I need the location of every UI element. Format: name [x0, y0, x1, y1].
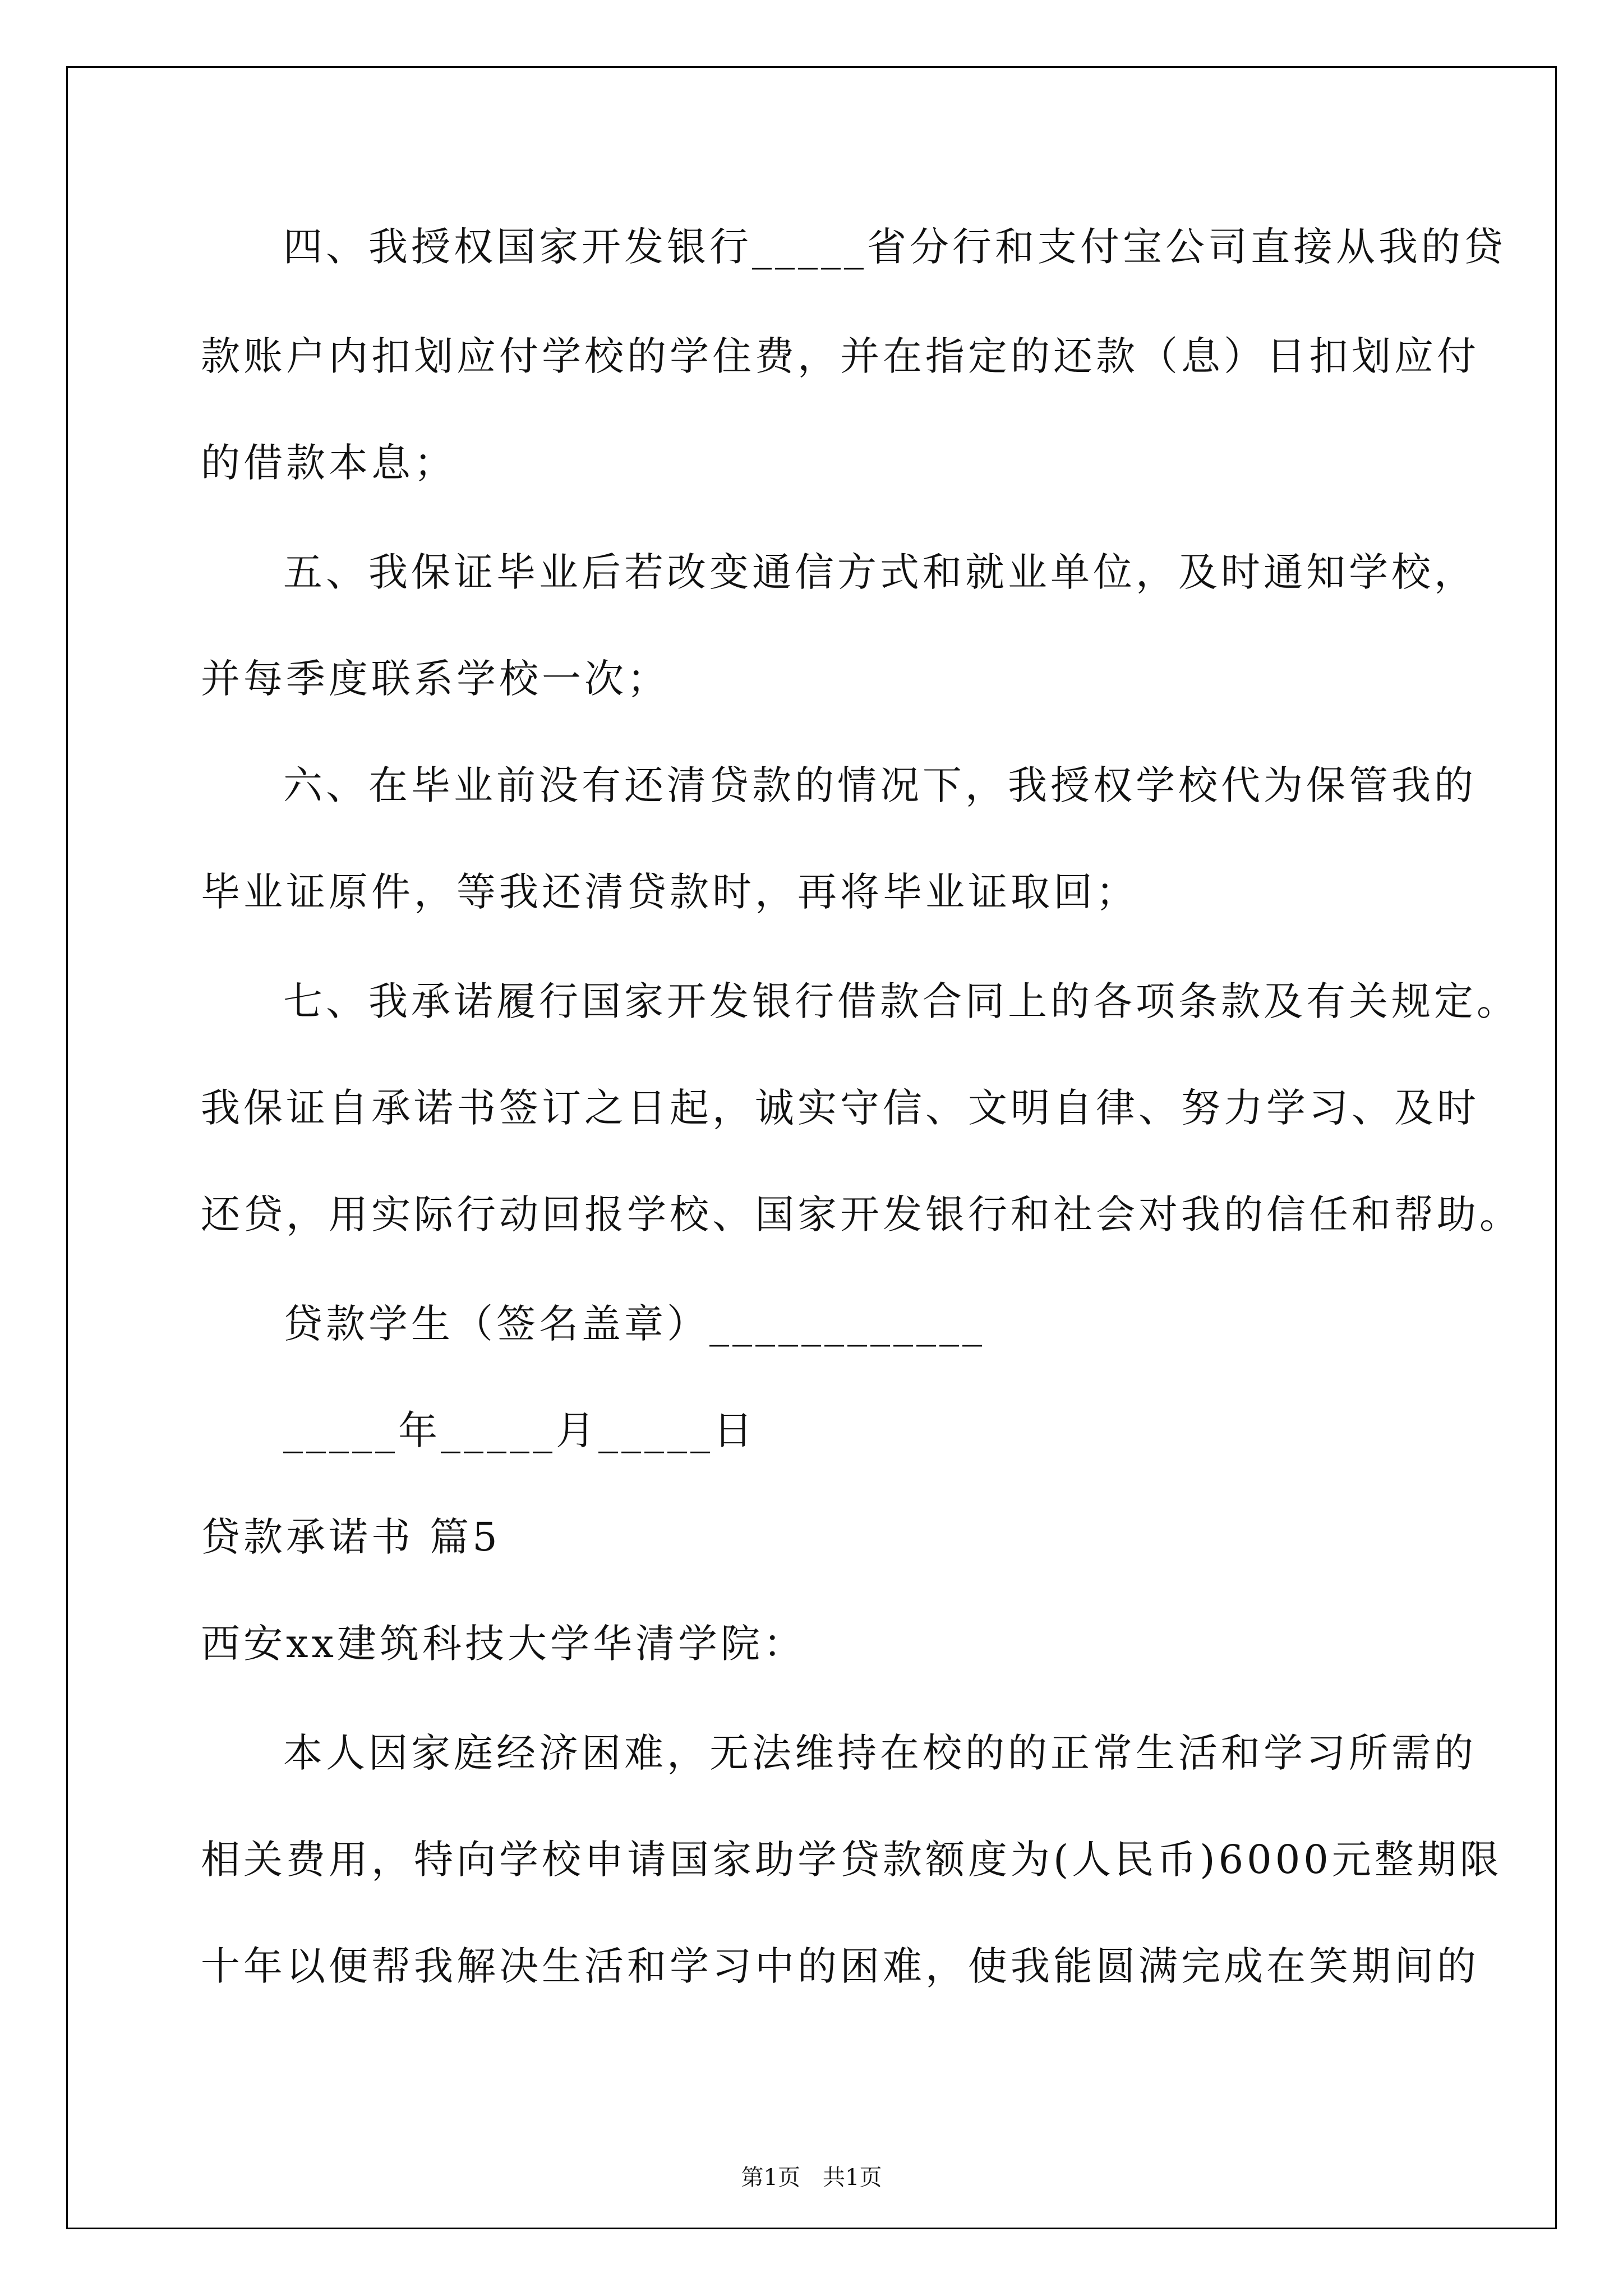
- paragraph-line: 十年以便帮我解决生活和学习中的困难，使我能圆满完成在笑期间的: [201, 1943, 1479, 1989]
- page-border: [66, 66, 1557, 2229]
- paragraph-line: 本人因家庭经济困难，无法维持在校的的正常生活和学习所需的: [283, 1730, 1477, 1776]
- paragraph-line: 我保证自承诺书签订之日起，诚实守信、文明自律、努力学习、及时: [201, 1085, 1479, 1131]
- paragraph-line: 毕业证原件，等我还清贷款时，再将毕业证取回；: [201, 869, 1138, 915]
- paragraph-line: 还贷，用实际行动回报学校、国家开发银行和社会对我的信任和帮助。: [201, 1191, 1522, 1237]
- paragraph-line: 七、我承诺履行国家开发银行借款合同上的各项条款及有关规定。: [283, 978, 1519, 1024]
- paragraph-line: 六、在毕业前没有还清贷款的情况下，我授权学校代为保管我的: [283, 762, 1477, 808]
- paragraph-line: 的借款本息；: [201, 440, 457, 486]
- date-line: _____年_____月_____日: [283, 1407, 756, 1453]
- salutation: 西安xx建筑科技大学华清学院：: [201, 1621, 806, 1667]
- paragraph-line: 五、我保证毕业后若改变通信方式和就业单位，及时通知学校，: [283, 549, 1477, 595]
- section-heading: 贷款承诺书 篇5: [201, 1514, 501, 1560]
- paragraph-line: 并每季度联系学校一次；: [201, 656, 670, 702]
- page-number: 第1页 共1页: [741, 2165, 882, 2191]
- paragraph-line: 相关费用，特向学校申请国家助学贷款额度为(人民币)6000元整期限: [201, 1837, 1502, 1883]
- paragraph-line: 款账户内扣划应付学校的学住费，并在指定的还款（息）日扣划应付: [201, 333, 1479, 379]
- signature-line: 贷款学生（签名盖章）____________: [283, 1301, 985, 1347]
- paragraph-line: 四、我授权国家开发银行_____省分行和支付宝公司直接从我的贷: [283, 224, 1506, 270]
